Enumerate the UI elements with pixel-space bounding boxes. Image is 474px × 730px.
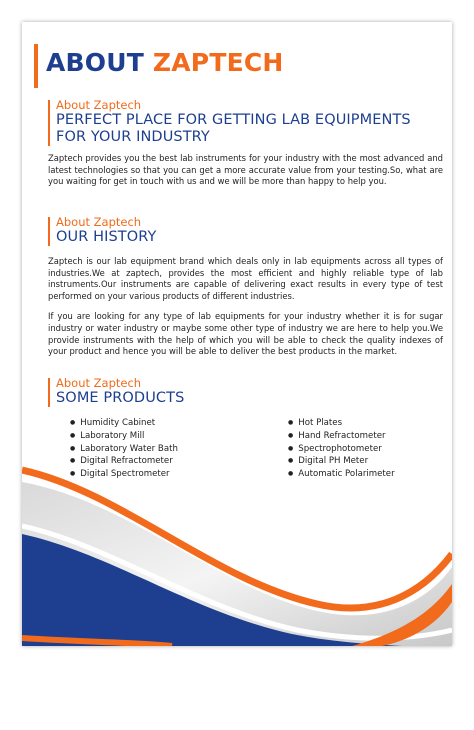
history-paragraph-1: Zaptech is our lab equipment brand which deals only in lab equipments across all types of industries.We at zaptech, provides the most efficient and highly reliable type of lab instruments.Our instruments are capable of delivering exact results in every type of test performed on your various products of different industries. xyxy=(48,256,443,301)
section-heading xyxy=(48,376,443,407)
list-item: ● Humidity Cabinet xyxy=(70,417,178,430)
decorative-swoosh xyxy=(22,462,452,646)
list-item: ● Digital Spectrometer xyxy=(70,468,178,481)
list-item: ● Automatic Polarimeter xyxy=(288,468,395,481)
brochure-page xyxy=(22,22,452,646)
page-title-about: ABOUT xyxy=(46,48,145,77)
section-kicker: About Zaptech xyxy=(56,215,142,229)
section-title: OUR HISTORY xyxy=(56,229,157,245)
section-heading xyxy=(48,215,443,246)
section-paragraph: Zaptech provides you the best lab instruments for your industry with the most advanced and latest technologies so that you can get a more accurate value from your testing.So, what are you waiting for get in touch with us and we will be more than happy to help you. xyxy=(48,153,443,187)
list-item: ● Hand Refractometer xyxy=(288,430,395,443)
section-kicker: About Zaptech xyxy=(56,98,142,112)
section-perfect-place xyxy=(48,98,443,188)
list-item: ● Laboratory Mill xyxy=(70,430,178,443)
list-item: ● Hot Plates xyxy=(288,417,395,430)
section-heading xyxy=(48,98,443,146)
list-item: ● Laboratory Water Bath xyxy=(70,443,178,456)
list-item: ● Digital Refractometer xyxy=(70,455,178,468)
history-paragraph-2: If you are looking for any type of lab equipments for your industry whether it is for sugar industry or water industry or maybe some other type of industry we are here to help you.We provide instruments with the help of which you will be able to check the quality indexes of your product and hence you will be able to deliver the best products in the market. xyxy=(48,311,443,357)
section-our-history xyxy=(48,215,443,358)
section-title: PERFECT PLACE FOR GETTING LAB EQUIPMENTS FOR YOUR INDUSTRY xyxy=(56,112,411,145)
section-kicker: About Zaptech xyxy=(56,376,142,390)
list-item: ● Spectrophotometer xyxy=(288,443,395,456)
page-title xyxy=(46,48,284,77)
list-item: ● Digital PH Meter xyxy=(288,455,395,468)
section-title: SOME PRODUCTS xyxy=(56,390,185,406)
page-title-brand: ZAPTECH xyxy=(152,48,284,77)
section-some-products xyxy=(48,376,443,407)
title-accent-bar xyxy=(34,44,38,88)
